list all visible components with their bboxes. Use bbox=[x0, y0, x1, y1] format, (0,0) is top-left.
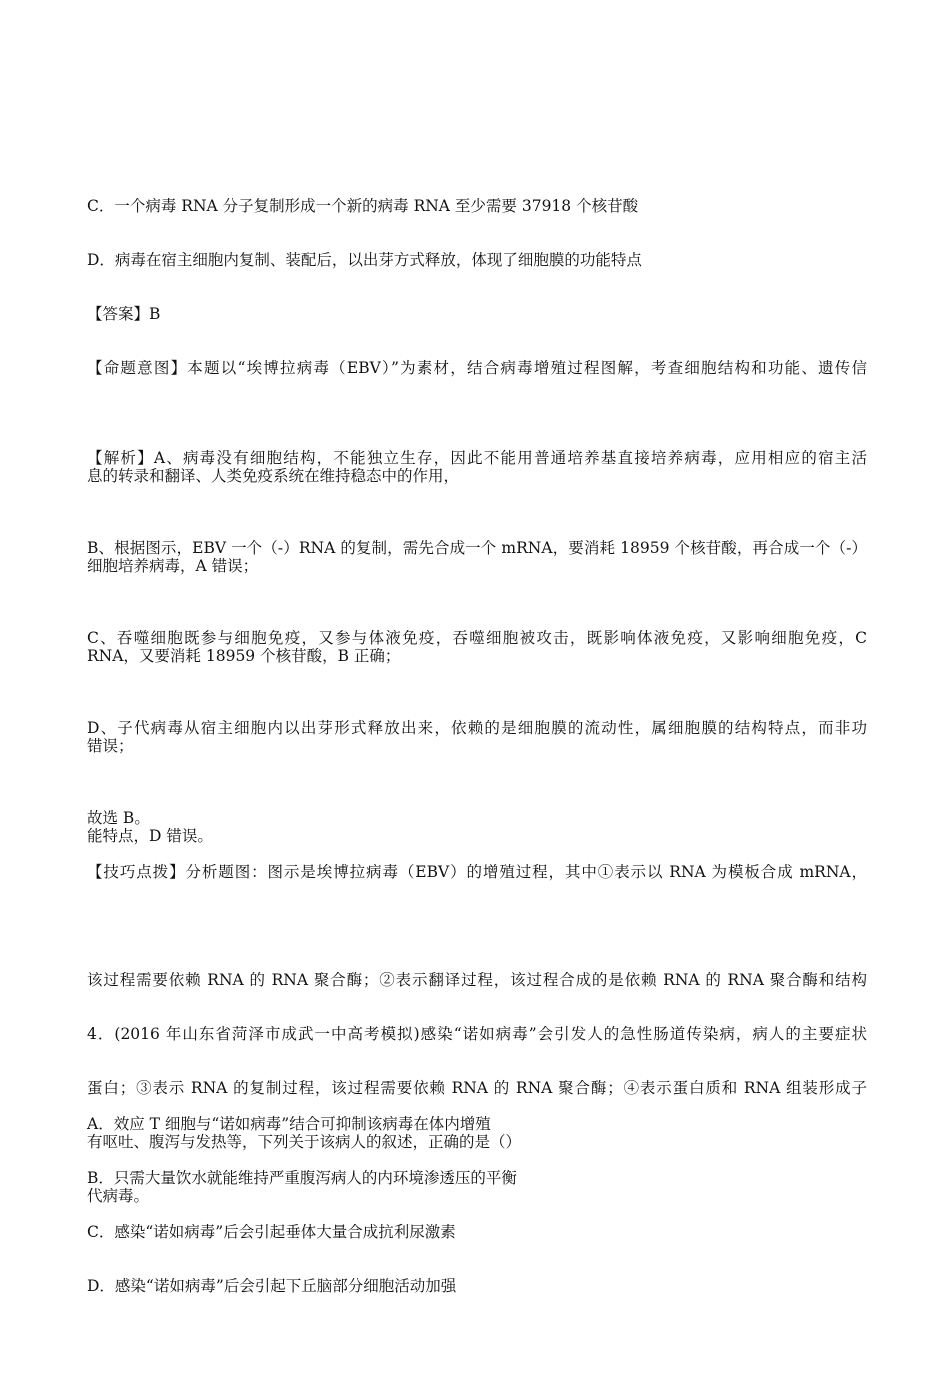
text-line: 【解析】A、病毒没有细胞结构，不能独立生存，因此不能用普通培养基直接培养病毒，应用相应的宿主活 bbox=[87, 449, 867, 467]
text-line: 细胞培养病毒，A 错误； bbox=[87, 557, 259, 575]
text-line: B．只需大量饮水就能维持严重腹泻病人的内环境渗透压的平衡 bbox=[87, 1169, 517, 1187]
text-line: C．感染“诺如病毒”后会引起垂体大量合成抗利尿激素 bbox=[87, 1223, 456, 1241]
text-line: 蛋白；③表示 RNA 的复制过程，该过程需要依赖 RNA 的 RNA 聚合酶；④表示蛋白质和 RNA 组装形成子 bbox=[87, 1079, 867, 1097]
text-line: 错误； bbox=[87, 737, 134, 755]
question-4-option-d bbox=[87, 1196, 867, 1376]
text-line: B、根据图示，EBV 一个（-）RNA 的复制，需先合成一个 mRNA，要消耗 18959 个核苷酸，再合成一个（-） bbox=[87, 539, 867, 557]
text-line: 4．(2016 年山东省菏泽市成武一中高考模拟)感染“诺如病毒”会引发人的急性肠道传染病，病人的主要症状 bbox=[87, 1025, 867, 1043]
text-line: RNA，又要消耗 18959 个核苷酸，B 正确； bbox=[87, 647, 401, 665]
text-line: 有呕吐、腹泻与发热等，下列关于该病人的叙述，正确的是（） bbox=[87, 1133, 522, 1151]
text-line: D．病毒在宿主细胞内复制、装配后，以出芽方式释放，体现了细胞膜的功能特点 bbox=[87, 251, 642, 269]
text-line: 【技巧点拨】分析题图：图示是埃博拉病毒（EBV）的增殖过程，其中①表示以 RNA 为模板合成 mRNA， bbox=[87, 863, 867, 881]
text-line: D．感染“诺如病毒”后会引起下丘脑部分细胞活动加强 bbox=[87, 1277, 457, 1295]
text-line: D、子代病毒从宿主细胞内以出芽形式释放出来，依赖的是细胞膜的流动性，属细胞膜的结构特点，而非功 bbox=[87, 719, 867, 737]
text-line: 息的转录和翻译、人类免疫系统在维持稳态中的作用， bbox=[87, 467, 460, 485]
text-line: C、吞噬细胞既参与细胞免疫，又参与体液免疫，吞噬细胞被攻击，既影响体液免疫，又影响细胞免疫，C bbox=[87, 629, 867, 647]
text-line: 故选 B。 bbox=[87, 809, 150, 827]
text-line: 能特点，D 错误。 bbox=[87, 827, 213, 845]
text-line: C．一个病毒 RNA 分子复制形成一个新的病毒 RNA 至少需要 37918 个核苷酸 bbox=[87, 197, 639, 215]
text-line: 【命题意图】本题以“埃博拉病毒（EBV）”为素材，结合病毒增殖过程图解，考查细胞结构和功能、遗传信 bbox=[87, 359, 867, 377]
text-line: 代病毒。 bbox=[87, 1187, 150, 1205]
text-line: A．效应 T 细胞与“诺如病毒”结合可抑制该病毒在体内增殖 bbox=[87, 1115, 491, 1133]
text-line: 该过程需要依赖 RNA 的 RNA 聚合酶；②表示翻译过程，该过程合成的是依赖 RNA 的 RNA 聚合酶和结构 bbox=[87, 971, 867, 989]
text-line: 【答案】B bbox=[87, 305, 161, 323]
